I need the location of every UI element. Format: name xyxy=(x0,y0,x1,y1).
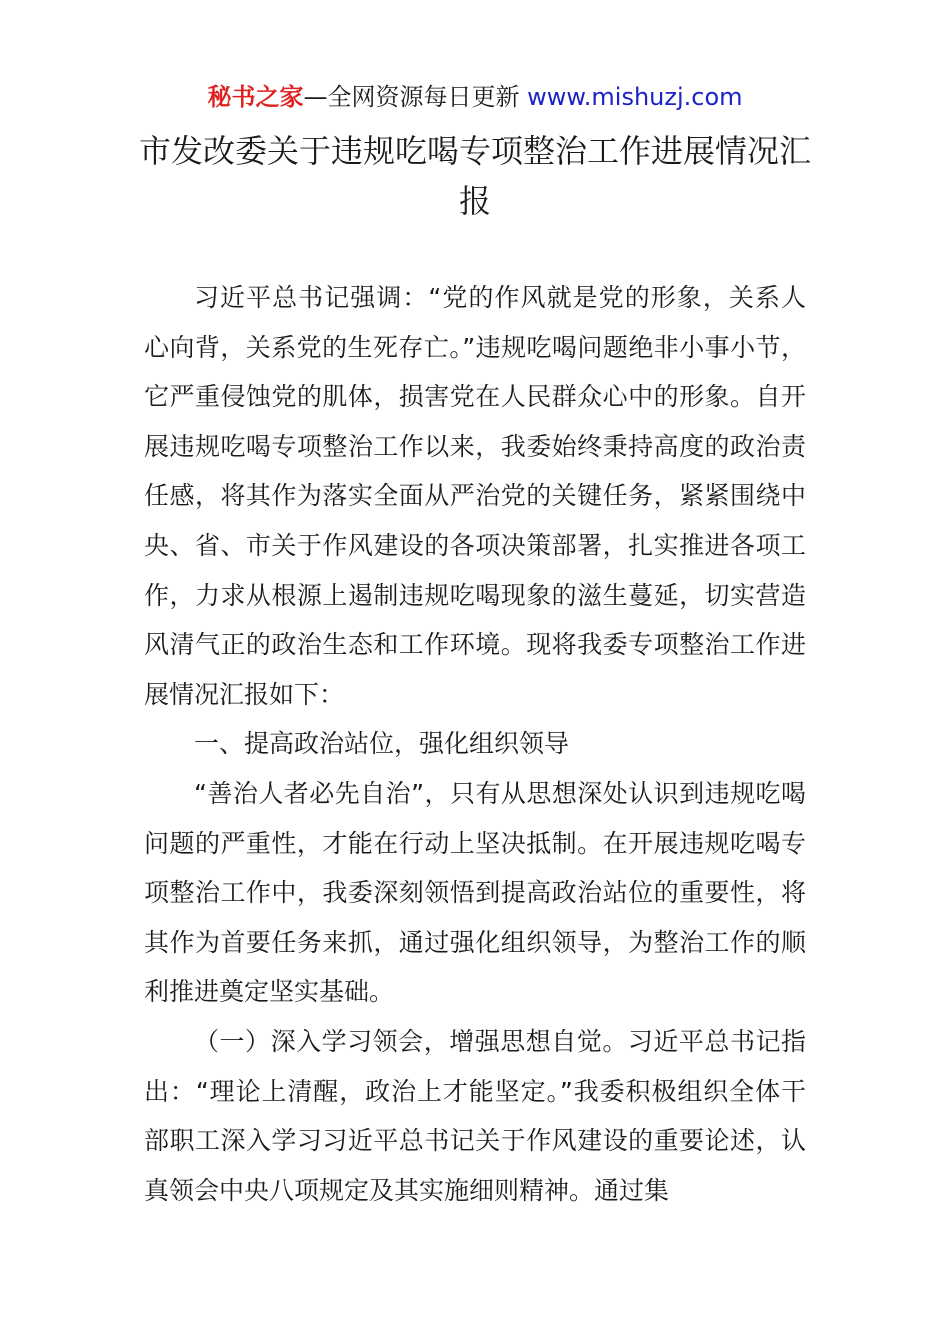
brand-name: 秘书之家 xyxy=(207,83,304,111)
body-paragraph-intro: 习近平总书记强调：“党的作风就是党的形象，关系人心向背，关系党的生死存亡。”违规吃喝问题绝非小事小节，它严重侵蚀党的肌体，损害党在人民群众心中的形象。自开展违规吃喝专项整治工作以来，我委始终秉持高度的政治责任感，将其作为落实全面从严治党的关键任务，紧紧围绕中央、省、市关于作风建设的各项决策部署，扎实推进各项工作，力求从根源上遏制违规吃喝现象的滋生蔓延，切实营造风清气正的政治生态和工作环境。现将我委专项整治工作进展情况汇报如下： xyxy=(144,283,806,709)
body-paragraph-subsection-1: （一）深入学习领会，增强思想自觉。习近平总书记指出：“理论上清醒，政治上才能坚定。”我委积极组织全体干部职工深入学习习近平总书记关于作风建设的重要论述，认真领会中央八项规定及其实施细则精神。通过集 xyxy=(144,1026,806,1205)
site-header xyxy=(0,80,950,114)
site-url-link[interactable]: www.mishuzj.com xyxy=(527,83,743,111)
section-heading-1: 一、提高政治站位，强化组织领导 xyxy=(194,729,570,759)
document-body xyxy=(144,273,806,1215)
body-paragraph-section-1: “善治人者必先自治”，只有从思想深处认识到违规吃喝问题的严重性，才能在行动上坚决抵制。在开展违规吃喝专项整治工作中，我委深刻领悟到提高政治站位的重要性，将其作为首要任务来抓，通过强化组织领导，为整治工作的顺利推进奠定坚实基础。 xyxy=(144,778,806,1007)
header-tagline: —全网资源每日更新 xyxy=(303,83,520,111)
document-title: 市发改委关于违规吃喝专项整治工作进展情况汇报 xyxy=(138,132,811,220)
